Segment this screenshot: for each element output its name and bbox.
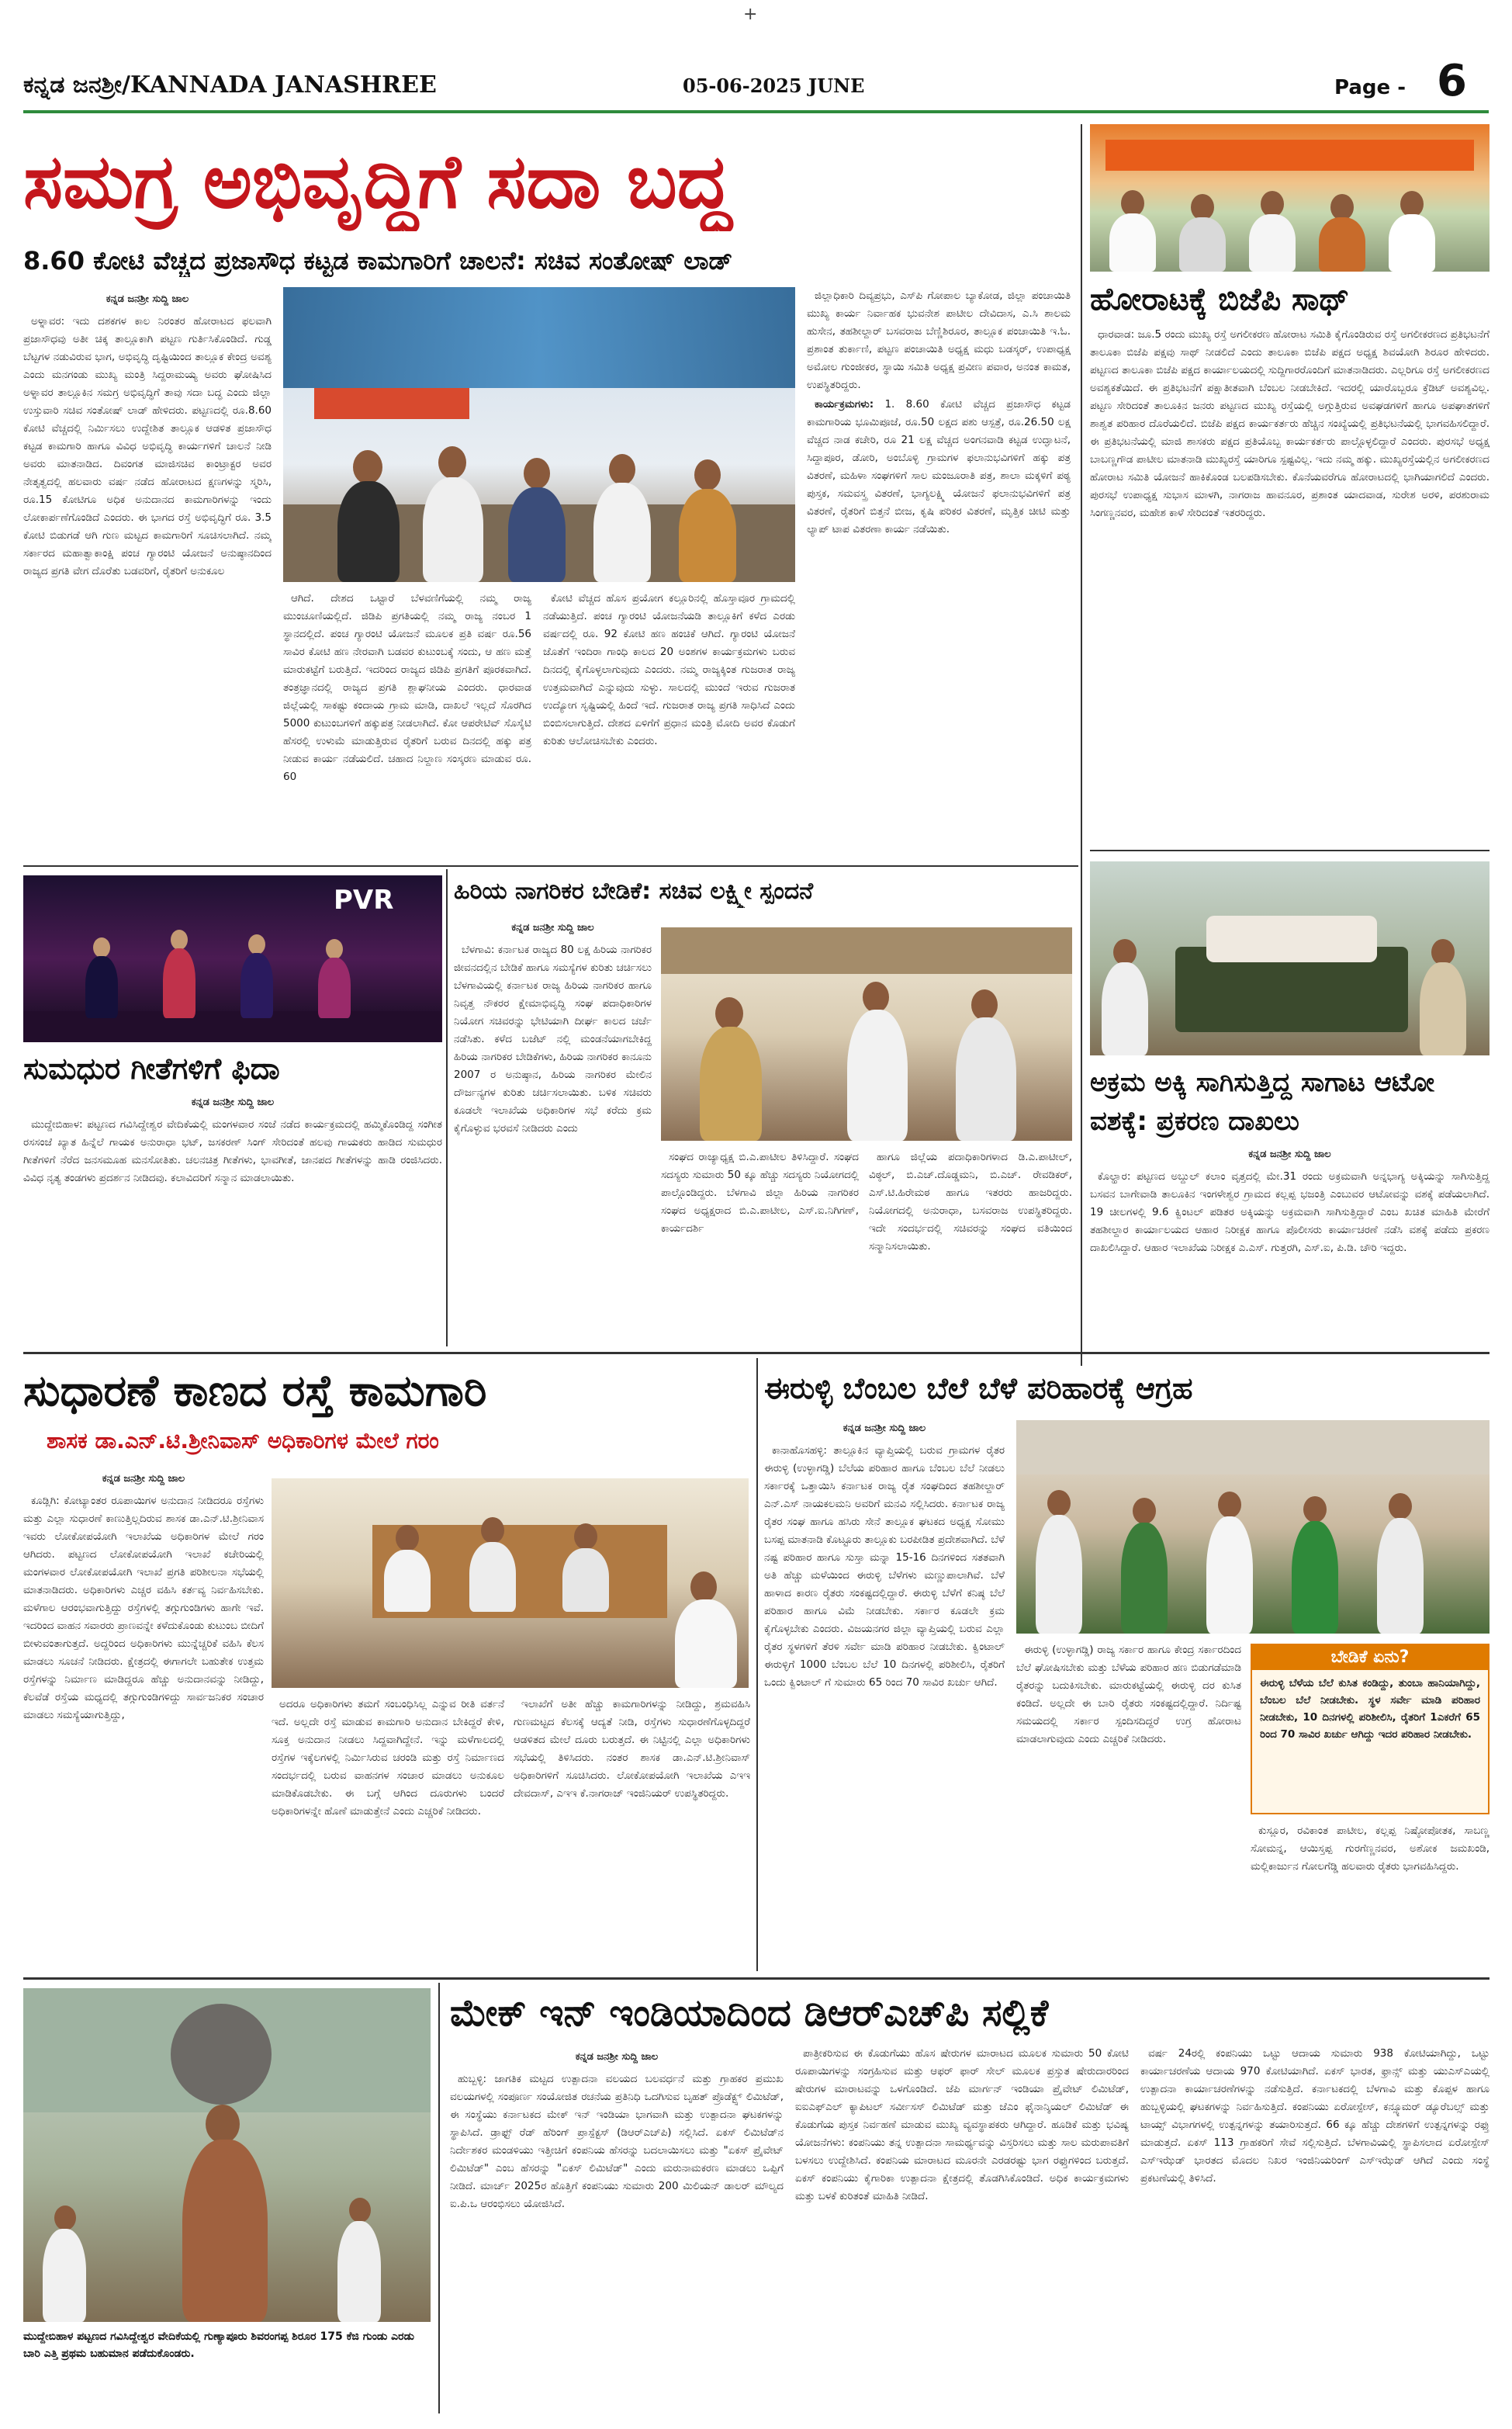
plus-mark: +: [743, 5, 758, 24]
lead-column-4: [807, 287, 1071, 861]
lead-text-1: ಅಳ್ನಾವರ: ಇದು ದಶಕಗಳ ಕಾಲ ನಿರಂತರ ಹೋರಾಟದ ಫಲವಾಗಿ ಪ್ರಜಾಸೌಧವು ಅತೀ ಚಿಕ್ಕ ತಾಲ್ಲೂಕಾಗಿ ಪಟ್ಟಣ ಗುರ್ತಿಸಿಕೊಂಡಿದೆ. ಗುಡ್ಡ ಬೆಟ್ಟಗಳ ನಡುವಿರುವ ಭಾಗ, ಅಭಿವೃದ್ಧಿ ದೃಷ್ಟಿಯಿಂದ ತಾಲ್ಲೂಕ ಕೇಂದ್ರ ಅವಶ್ಯ ಎಂದು ಮನಗಂಡು ಮುಖ್ಯ ಮಂತ್ರಿ ಸಿದ್ದರಾಮಯ್ಯ ಅವರು ಘೋಷಿಸಿದ ಅಳ್ನಾವರ ತಾಲ್ಲೂಕಿನ ಸಮಗ್ರ ಅಭಿವೃದ್ಧಿಗೆ ತಾವು ಸದಾ ಬದ್ಧ ಎಂದು ಜಿಲ್ಲಾ ಉಸ್ತುವಾರಿ ಸಚಿವ ಸಂತೋಷ್ ಲಾಡ್ ಹೇಳಿದರು. ಪಟ್ಟಣದಲ್ಲಿ ರೂ.8.60 ಕೋಟಿ ವೆಚ್ಚದಲ್ಲಿ ನಿರ್ಮಿಸಲು ಉದ್ದೇಶಿತ ತಾಲ್ಲೂಕ ಆಡಳಿತ ಪ್ರಜಾಸೌಧ ಕಟ್ಟಡ ಕಾಮಗಾರಿ ಹಾಗೂ ವಿವಿಧ ಅಭಿವೃದ್ಧಿ ಕಾರ್ಯಗಳಿಗೆ ಚಾಲನೆ ನೀಡಿ ಅವರು ಮಾತನಾಡಿದ. ದಿವಂಗತ ಮಾಜಿಸಚಿವ ಕಾಂಟ್ರಾಕ್ಟರ ಅವರ ನೇತೃತ್ವದಲ್ಲಿ ಹಲವಾರು ವರ್ಷ ನಡೆದ ಹೋರಾಟದ ಕ್ಷಣಗಳನ್ನು ಸ್ಮರಿಸಿ, ರೂ.15 ಕೋಟಿಗೂ ಅಧಿಕ ಅನುದಾನದ ಕಾಮಗಾರಿಗಳನ್ನು ಇಂದು ಲೋಕಾರ್ಪಣೆಗೊಂಡಿದೆ ಎಂದರು. ಈ ಭಾಗದ ರಸ್ತೆ ಅಭಿವೃದ್ಧಿಗೆ ರೂ. 3.5 ಕೋಟಿ ಬಿಡುಗಡೆ ಆಗಿ ಗುಣ ಮಟ್ಟದ ಕಾಮಗಾರಿಗೆ ಸೂಚಿಸಲಾಗಿದೆ. ನಮ್ಮ ಸರ್ಕಾರದ ಮಹಾತ್ವಾಕಾಂಕ್ಷಿ ಪಂಚ ಗ್ಯಾರಂಟಿ ಯೋಜನೆ ಅನುಷ್ಠಾನದಿಂದ ರಾಜ್ಯದ ಪ್ರಗತಿ ವೇಗ ದೊರೆತು ಬಡವರಿಗೆ, ರೈತರಿಗೆ ಅನುಕೂಲ: [23, 315, 272, 577]
lead-column-3: [543, 590, 795, 861]
lead-column-2: [283, 590, 531, 861]
senior-byline: ಕನ್ನಡ ಜನಶ್ರೀ ಸುದ್ದಿ ಜಾಲ: [511, 922, 594, 934]
drdo-column-3: [1140, 2045, 1490, 2413]
lead-photo: [283, 287, 795, 582]
onion-column-1: [764, 1416, 1005, 1971]
road-photo: [272, 1478, 749, 1688]
lead-text-3: ಕೋಟಿ ವೆಚ್ಚದ ಹೊಸ ಪ್ರಯೋಗ ಕಲ್ಲೂರಿನಲ್ಲಿ ಹೊಸ್ತಾವೂರ ಗ್ರಾಮದಲ್ಲಿ ನಡೆಯುತ್ತಿದೆ. ಪಂಚ ಗ್ಯಾರಂಟಿ ಯೋಜನೆಯಡಿ ತಾಲ್ಲೂಕಿಗೆ ಕಳೆದ ಎರಡು ವರ್ಷದಲ್ಲಿ ರೂ. 92 ಕೋಟಿ ಹಣ ಹಂಚಿಕೆ ಆಗಿದೆ. ಗ್ಯಾರಂಟಿ ಯೋಜನೆ ಜೊತೆಗೆ ಇಂದಿರಾ ಗಾಂಧಿ ಕಾಲದ 20 ಅಂಶಗಳ ಕಾರ್ಯಕ್ರಮಗಳು ಬರುವ ದಿನದಲ್ಲಿ ಕೈಗೊಳ್ಳಲಾಗುವುದು ಎಂದರು. ನಮ್ಮ ರಾಜ್ಯಕ್ಕಿಂತ ಗುಜರಾತ ರಾಜ್ಯ ಉತ್ತಮವಾಗಿದೆ ಎನ್ನುವುದು ಸುಳ್ಳು. ಸಾಲದಲ್ಲಿ ಮುಂದೆ ಇರುವ ಗುಜರಾತ ಉದ್ಯೋಗ ಸೃಷ್ಟಿಯಲ್ಲಿ ಹಿಂದೆ ಇದೆ. ಗುಜರಾತ ರಾಜ್ಯ ಪ್ರಗತಿ ಸಾಧಿಸಿದೆ ಎಂದು ಬಿಂಬಿಸಲಾಗುತ್ತಿದೆ. ದೇಶದ ಏಳಿಗೆಗೆ ಪ್ರಧಾನ ಮಂತ್ರಿ ಮೋದಿ ಅವರ ಕೊಡುಗೆ ಕುರಿತು ಆಲೋಚಿಸಬೇಕು ಎಂದರು.: [543, 592, 795, 747]
bjp-headline: ಹೋರಾಟಕ್ಕೆ ಬಿಜೆಪಿ ಸಾಥ್: [1090, 282, 1350, 317]
masthead: [0, 0, 1512, 116]
lead-column-1: [23, 287, 272, 861]
drdo-byline: ಕನ್ನಡ ಜನಶ್ರೀ ಸುದ್ದಿ ಜಾಲ: [575, 2051, 659, 2063]
drdo-headline: ಮೇಕ್ ಇನ್ ಇಂಡಿಯಾದಿಂದ ಡಿಆರ್‌ಎಚ್‌ಪಿ ಸಲ್ಲಿಕೆ: [450, 1991, 1049, 2035]
onion-byline: ಕನ್ನಡ ಜನಶ್ರೀ ಸುದ್ದಿ ಜಾಲ: [842, 1422, 926, 1434]
bjp-text: ಧಾರವಾಡ: ಜೂ.5 ರಂದು ಮುಖ್ಯ ರಸ್ತೆ ಅಗಲೀಕರಣ ಹೋರಾಟ ಸಮಿತಿ ಕೈಗೊಂಡಿರುವ ರಸ್ತೆ ಅಗಲೀಕರಣದ ಪ್ರತಿಭಟನೆಗೆ ತಾಲೂಕಾ ಬಿಜೆಪಿ ಪಕ್ಷವು ಸಾಥ್ ನೀಡಲಿದೆ ಎಂದು ತಾಲೂಕಾ ಬಿಜೆಪಿ ಪಕ್ಷದ ಅಧ್ಯಕ್ಷ ಶಿವಯೋಗಿ ಶಿರೂರ ಹೇಳಿದರು. ಪಟ್ಟಣದ ತಾಲೂಕಾ ಬಿಜೆಪಿ ಪಕ್ಷದ ಕಾರ್ಯಾಲಯದಲ್ಲಿ ಸುದ್ದಿಗಾರರೊಂದಿಗೆ ಮಾತನಾಡಿದರು. ಎಲ್ಲರಿಗೂ ರಸ್ತೆ ಅಗಲೀಕರಣದ ಅವಶ್ಯಕತೆಯಿದೆ. ಈ ಪ್ರತಿಭಟನೆಗೆ ಪಕ್ಷಾತೀತವಾಗಿ ಬೆಂಬಲ ನೀಡಬೇಕಿದೆ. ಇದರಲ್ಲಿ ಯಾರೊಬ್ಬರೂ ಕ್ರೆಡಿಟ್ ಅವಶ್ಯವಿಲ್ಲ. ಪಟ್ಟಣ ಸೇರಿದಂತೆ ತಾಲೂಕಿನ ಜನರು ಪಟ್ಟಣದ ಮುಖ್ಯ ರಸ್ತೆಯಲ್ಲಿ ಅಗ್ಗುತ್ತಿರುವ ಅವಘಡಗಳಿಗೆ ಹಾಗೂ ಅಪಘಾತಗಳಿಗೆ ಶಾಶ್ವತ ಪರಿಹಾರ ದೊರೆಯಲಿದೆ. ಬಿಜೆಪಿ ಪಕ್ಷದ ಕಾರ್ಯಕರ್ತರು ಹೆಚ್ಚಿನ ಸಂಖ್ಯೆಯಲ್ಲಿ ಪ್ರತಿಭಟನೆಯಲ್ಲಿ ಭಾಗವಹಿಸಲಿದ್ದಾರೆ. ಈ ಪ್ರತಿಭಟನೆಯಲ್ಲಿ ಮಾಜಿ ಶಾಸಕರು ಪಕ್ಷದ ಪ್ರತಿಯೊಬ್ಬ ಕಾರ್ಯಕರ್ತರು ಪಾಲ್ಗೊಳ್ಳಲಿದ್ದಾರೆ ಎಂದರು. ಪುರಸಭೆ ಅಧ್ಯಕ್ಷ ಬಾಬಣ್ಣಗೌಡ ಪಾಟೀಲ ಮಾತನಾಡಿ ಮುಖ್ಯರಸ್ತೆ ಯಾರಿಗೂ ಸ್ಪಷ್ಟವಿಲ್ಲ. ಇದು ನಮ್ಮ ಹಕ್ಕು. ಮುಖ್ಯರಸ್ತೆಯಲ್ಲಿನ ಅಗಲೀಕರಣದ ಹೋರಾಟ ಸಮಿತಿ ಯೋಜನೆ ಹಾಕಿಕೊಂಡ ಬಲಪಡಿಸಬೇಕು. ಕೊನೆಯವರೆಗೂ ಹೋರಾಟದಲ್ಲಿ ಭಾಗಿಯಾಗಲಿದೆ ಎಂದರು. ಪುರಸಭೆ ಉಪಾಧ್ಯಕ್ಷ ಸುಭಾಸ ಮಾಳಗಿ, ನಾಗರಾಜ ಹಾವನೂರ, ಪ್ರಶಾಂತ ಯಾದವಾಡ, ಸುರೇಶ ಅರಳಿ, ಪರಶುರಾಮ ಸಿಂಗಣ್ಣನವರ, ಮಹೇಶ ಕಾಳೆ ಸೇರಿದಂತೆ ಇತರರಿದ್ದರು.: [1090, 328, 1490, 519]
page-label: Page -: [1334, 76, 1406, 99]
onion-column-2: [1016, 1641, 1241, 1971]
concert-text: ಮುದ್ದೇಬಿಹಾಳ: ಪಟ್ಟಣದ ಗವಿಸಿದ್ದೇಶ್ವರ ವೇದಿಕೆಯಲ್ಲಿ ಮಂಗಳವಾರ ಸಂಜೆ ನಡೆದ ಕಾರ್ಯಕ್ರಮದಲ್ಲಿ ಹಮ್ಮಿಕೊಂಡಿದ್ದ ಸಂಗೀತ ರಸಸಂಜೆ ಖ್ಯಾತ ಹಿನ್ನೆಲೆ ಗಾಯಕ ಅನುರಾಧಾ ಭಟ್, ಜಸಕರಣ್ ಸಿಂಗ್ ಸೇರಿದಂತೆ ಹಲವು ಗಾಯಕರು ಹಾಡಿದ ಸುಮಧುರ ಗೀತೆಗಳಿಗೆ ನೆರೆದ ಜನಸಮೂಹ ಮನಸೋತಿತು. ಚಲನಚಿತ್ರ ಗೀತೆಗಳು, ಭಾವಗೀತೆ, ಜಾನಪದ ಗೀತೆಗಳನ್ನು ಹಾಡಿ ರಂಜಿಸಿದರು. ವಿವಿಧ ನೃತ್ಯ ತಂಡಗಳು ಪ್ರದರ್ಶನ ನೀಡಿದವು. ಕಲಾವಿದರಿಗೆ ಸನ್ಮಾನ ಮಾಡಲಾಯಿತು.: [23, 1118, 442, 1184]
road-column-3: [514, 1696, 750, 1971]
bjp-body: [1090, 326, 1490, 846]
lead-text-2: ಆಗಿದೆ. ದೇಶದ ಒಟ್ಟಾರೆ ಬೆಳವಣಿಗೆಯಲ್ಲಿ ನಮ್ಮ ರಾಜ್ಯ ಮುಂಚೂಣಿಯಲ್ಲಿದೆ. ಜಿಡಿಪಿ ಪ್ರಗತಿಯಲ್ಲಿ ನಮ್ಮ ರಾಜ್ಯ ನಂಬರ 1 ಸ್ಥಾನದಲ್ಲಿದೆ. ಪಂಚ ಗ್ಯಾರಂಟಿ ಯೋಜನೆ ಮೂಲಕ ಪ್ರತಿ ವರ್ಷ ರೂ.56 ಸಾವಿರ ಕೋಟಿ ಹಣ ನೇರವಾಗಿ ಬಡವರ ಕುಟುಂಬಕ್ಕೆ ಸಂದು, ಆ ಹಣ ಮತ್ತೆ ಮಾರುಕಟ್ಟೆಗೆ ಬರುತ್ತಿದೆ. ಇದರಿಂದ ರಾಜ್ಯದ ಜಿಡಿಪಿ ಪ್ರಗತಿಗೆ ಪೂರಕವಾಗಿದೆ. ತಂತ್ರಜ್ಞಾನದಲ್ಲಿ ರಾಜ್ಯದ ಪ್ರಗತಿ ಶ್ಲಾಘನೀಯ ಎಂದರು. ಧಾರವಾಡ ಜಿಲ್ಲೆಯಲ್ಲಿ ಸಾಕಷ್ಟು ಕಂದಾಯ ಗ್ರಾಮ ಮಾಡಿ, ದಾಖಲೆ ಇಲ್ಲದೆ ಸೊರಗಿದ 5000 ಕುಟುಂಬಗಳಿಗೆ ಹಕ್ಕುಪತ್ರ ನೀಡಲಾಗಿದೆ. ಕೋ ಆಪರೇಟಿವ್ ಸೊಸೈಟಿ ಹೆಸರಲ್ಲಿ ಉಳುಮೆ ಮಾಡುತ್ತಿರುವ ರೈತರಿಗೆ ಬರುವ ದಿನದಲ್ಲಿ ಹಕ್ಕು ಪತ್ರ ನೀಡುವ ಕಾರ್ಯ ನಡೆಯಲಿದೆ. ಚಹಾದ ನಿಲ್ದಾಣ ಸಂಸ್ಕರಣ ಮಾಡುವ ರೂ. 60: [283, 592, 531, 783]
senior-column-1: [454, 916, 652, 1346]
road-text-3: ಇಲಾಖೆಗೆ ಅತೀ ಹೆಚ್ಚು ಕಾಮಗಾರಿಗಳನ್ನು ನೀಡಿದ್ದು, ಶ್ರಮವಹಿಸಿ ಗುಣಮಟ್ಟದ ಕೆಲಸಕ್ಕೆ ಆದ್ಯತೆ ನೀಡಿ, ರಸ್ತೆಗಳು ಸುಧಾರಣೆಗೊಳ್ಳದಿದ್ದರೆ ಆಡಳಿತದ ಮೇಲೆ ದೂರು ಬರುತ್ತದೆ. ಈ ನಿಟ್ಟಿನಲ್ಲಿ ಎಲ್ಲಾ ಅಧಿಕಾರಿಗಳು ಸಭೆಯಲ್ಲಿ ತಿಳಿಸಿದರು. ನಂತರ ಶಾಸಕ ಡಾ.ಎನ್.ಟಿ.ಶ್ರೀನಿವಾಸ್ ಅಧಿಕಾರಿಗಳಿಗೆ ಸೂಚಿಸಿದರು. ಲೋಕೋಪಯೋಗಿ ಇಲಾಖೆಯ ಎಇಇ ದೇವದಾಸ್, ಎಇಇ ಕೆ.ನಾಗರಾಜ್ ಇಂಜಿನಿಯರ್ ಉಪಸ್ಥಿತರಿದ್ದರು.: [514, 1698, 750, 1800]
road-text-2: ಅದರೂ ಅಧಿಕಾರಿಗಳು ತಮಗೆ ಸಂಬಂಧಿಸಿಲ್ಲ ಎನ್ನುವ ರೀತಿ ವರ್ತನೆ ಇದೆ. ಅಲ್ಲದೇ ರಸ್ತೆ ಮಾಡುವ ಕಾಮಗಾರಿ ಅನುದಾನ ಬೇಕಿದ್ದರೆ ಕೇಳಿ, ಸೂಕ್ತ ಅನುದಾನ ನೀಡಲು ಸಿದ್ದವಾಗಿದ್ದೇನೆ. ಇನ್ನು ಮಳೆಗಾಲದಲ್ಲಿ ರಸ್ತೆಗಳ ಇಕ್ಕೆಲಗಳಲ್ಲಿ ನಿರ್ಮಿಸಿರುವ ಚರಂಡಿ ಮತ್ತು ರಸ್ತೆ ನಿರ್ಮಾಣದ ಸಂದರ್ಭದಲ್ಲಿ ಬರುವ ವಾಹನಗಳ ಸಂಚಾರ ಮಾಡಲು ಅನುಕೂಲ ಮಾಡಿಕೊಡಬೇಕು. ಈ ಬಗ್ಗೆ ಆಗಿಂದ ದೂರುಗಳು ಬಂದರೆ ಅಧಿಕಾರಿಗಳನ್ನೇ ಹೊಣೆ ಮಾಡುತ್ತೇನೆ ಎಂದು ಎಚ್ಚರಿಕೆ ನೀಡಿದರು.: [272, 1698, 504, 1817]
lead-program-label: ಕಾರ್ಯಕ್ರಮಗಳು:: [815, 398, 874, 411]
onion-photo: [1016, 1420, 1490, 1634]
onion-column-3: [1251, 1822, 1490, 1971]
road-headline: ಸುಧಾರಣೆ ಕಾಣದ ರಸ್ತೆ ಕಾಮಗಾರಿ: [23, 1366, 487, 1416]
concert-photo-sign: PVR: [334, 885, 394, 916]
stone-photo: [23, 1988, 431, 2322]
drdo-text-2: ಪಾತ್ರೀಕರಿಸುವ ಈ ಕೊಡುಗೆಯು ಹೊಸ ಷೇರುಗಳ ಮಾರಾಟದ ಮೂಲಕ ಸುಮಾರು 50 ಕೋಟಿ ರೂಪಾಯಿಗಳನ್ನು ಸಂಗ್ರಹಿಸುವ ಮತ್ತು ಆಫರ್ ಫಾರ್ ಸೇಲ್ ಮೂಲಕ ಪ್ರಸ್ತುತ ಷೇರುದಾರರಿಂದ ಷೇರುಗಳ ಮಾರಾಟವನ್ನು ಒಳಗೊಂಡಿದೆ. ಜೆಪಿ ಮಾರ್ಗನ್ ಇಂಡಿಯಾ ಪ್ರೈವೇಟ್ ಲಿಮಿಟೆಡ್, ಐಐಎಫ್‌ಎಲ್ ಕ್ಯಾಪಿಟಲ್ ಸರ್ವೀಸಸ್ ಲಿಮಿಟೆಡ್ ಮತ್ತು ಜೆಎಂ ಫೈನಾನ್ಶಿಯಲ್ ಲಿಮಿಟೆಡ್ ಈ ಕೊಡುಗೆಯ ಪುಸ್ತಕ ನಿರ್ವಹಣೆ ಮಾಡುವ ಮುಖ್ಯ ವ್ಯವಸ್ಥಾಪಕರು ಆಗಿದ್ದಾರೆ. ಹೂಡಿಕೆ ಮತ್ತು ಭವಿಷ್ಯ ಯೋಜನೆಗಳು: ಕಂಪನಿಯು ತನ್ನ ಉತ್ಪಾದನಾ ಸಾಮರ್ಥ್ಯವನ್ನು ವಿಸ್ತರಿಸಲು ಮತ್ತು ಸಾಲ ಮರುಪಾವತಿಗೆ ಬಳಸಲು ಉದ್ದೇಶಿಸಿದೆ. ಕಂಪನಿಯ ಮಾರಾಟದ ಮೂರನೇ ಎರಡರಷ್ಟು ಭಾಗ ರಫ್ತುಗಳಿಂದ ಬರುತ್ತದೆ. ಏಕಸ್ ಕಂಪನಿಯು ಕೈಗಾರಿಕಾ ಉತ್ಪಾದನಾ ಕ್ಷೇತ್ರದಲ್ಲಿ ತೊಡಗಿಸಿಕೊಂಡಿದೆ. ಅಧಿಕ ಕಾರ್ಯಕ್ರಮಗಳು ಮತ್ತು ಬಳಕೆ ಕುರಿತಂತೆ ಮಾಹಿತಿ ನೀಡಿದೆ.: [795, 2047, 1129, 2202]
onion-demand-text: ಈರುಳ್ಳಿ ಬೆಳೆಯ ಬೆಲೆ ಕುಸಿತ ಕಂಡಿದ್ದು, ತುಂಬಾ ಹಾನಿಯಾಗಿದ್ದು, ಬೆಂಬಲ ಬೆಲೆ ನೀಡಬೇಕು. ಸ್ಥಳ ಸರ್ವೇ ಮಾಡಿ ಪರಿಹಾರ ನೀಡಬೇಕು, 10 ದಿನಗಳಲ್ಲಿ ಪರಿಶೀಲಿಸಿ, ರೈತರಿಗೆ 1ಎಕರೆಗೆ 65 ರಿಂದ 70 ಸಾವಿರ ಖರ್ಚು ಆಗಿದ್ದು ಇದರ ಪರಿಹಾರ ನೀಡಬೇಕು.: [1260, 1677, 1480, 1741]
senior-photo: [661, 927, 1072, 1141]
onion-demand-title: ಬೇಡಿಕೆ ಏನು?: [1252, 1645, 1488, 1670]
rice-photo: [1090, 861, 1490, 1055]
section-rule-bjp: [1090, 850, 1490, 851]
senior-column-3: [869, 1149, 1072, 1346]
masthead-date: 05-06-2025 JUNE: [683, 74, 865, 97]
concert-byline: ಕನ್ನಡ ಜನಶ್ರೀ ಸುದ್ದಿ ಜಾಲ: [191, 1097, 275, 1108]
onion-text-2: ಈರುಳ್ಳಿ (ಉಳ್ಳಾಗಡ್ಡಿ) ರಾಜ್ಯ ಸರ್ಕಾರ ಹಾಗೂ ಕೇಂದ್ರ ಸರ್ಕಾರದಿಂದ ಬೆಲೆ ಘೋಷಿಸಬೇಕು ಮತ್ತು ಬೆಳೆಯ ಪರಿಹಾರ ಹಣ ಬಿಡುಗಡೆಮಾಡಿ ರೈತರನ್ನು ಬದುಕಿಸಬೇಕು. ಮಾರುಕಟ್ಟೆಯಲ್ಲಿ ಈರುಳ್ಳಿ ದರ ಕುಸಿತ ಕಂಡಿದೆ. ಅಲ್ಲದೇ ಈ ಬಾರಿ ರೈತರು ಸಂಕಷ್ಟದಲ್ಲಿದ್ದಾರೆ. ನಿರ್ದಿಷ್ಟ ಸಮಯದಲ್ಲಿ ಸರ್ಕಾರ ಸ್ಪಂದಿಸದಿದ್ದರೆ ಉಗ್ರ ಹೋರಾಟ ಮಾಡಲಾಗುವುದು ಎಂದು ಎಚ್ಚರಿಕೆ ನೀಡಿದರು.: [1016, 1644, 1241, 1745]
road-column-2: [272, 1696, 504, 1971]
column-divider-stone: [438, 1983, 440, 2413]
onion-headline: ಈರುಳ್ಳಿ ಬೆಂಬಲ ಬೆಲೆ ಬೆಳೆ ಪರಿಹಾರಕ್ಕೆ ಆಗ್ರಹ: [764, 1371, 1193, 1405]
lead-text-4: ಜಿಲ್ಲಾಧಿಕಾರಿ ದಿವ್ಯಪ್ರಭು, ಎಸ್‌ಪಿ ಗೋಪಾಲ ಬ್ಯಾಕೋಡ, ಜಿಲ್ಲಾ ಪಂಚಾಯಿತಿ ಮುಖ್ಯ ಕಾರ್ಯ ನಿರ್ವಾಹಕ ಭುವನೇಶ ಪಾಟೀಲ ದೇವಿದಾಸ, ಎ.ಸಿ ಶಾಲಮ ಹುಸೇನ, ತಹಶೀಲ್ದಾರ್ ಬಸವರಾಜ ಬೆಣ್ಣಿಶಿರೂರ, ತಾಲ್ಲೂಕ ಪಂಚಾಯಿತಿ ಇ.ಓ. ಪ್ರಶಾಂತ ತುರ್ಕಾಣಿ, ಪಟ್ಟಣ ಪಂಚಾಯಿತಿ ಅಧ್ಯಕ್ಷ ಮಧು ಬಡಸ್ಕರ್, ಉಪಾಧ್ಯಕ್ಷ ಅಮೋಲ ಗುಂಜೀಕರ, ಸ್ಥಾಯಿ ಸಮಿತಿ ಅಧ್ಯಕ್ಷ ಪ್ರವೀಣ ಪವಾರ, ಅನಂತ ಕಾಮತ, ಉಪಸ್ಥಿತರಿದ್ದರು.: [807, 289, 1071, 391]
masthead-separator: /: [122, 71, 130, 99]
masthead-name-kannada: ಕನ್ನಡ ಜನಶ್ರೀ: [23, 71, 123, 99]
drdo-text-3: ವರ್ಷ 24ರಲ್ಲಿ ಕಂಪನಿಯು ಒಟ್ಟು ಆದಾಯ ಸುಮಾರು 938 ಕೋಟಿಯಾಗಿದ್ದು, ಒಟ್ಟು ಕಾರ್ಯಾಚರಣೆಯ ಆದಾಯ 970 ಕೋಟಿಯಾಗಿದೆ. ಏಕಸ್ ಭಾರತ, ಫ್ರಾನ್ಸ್ ಮತ್ತು ಯುಎಸ್‌ಎಯಲ್ಲಿ ಉತ್ಪಾದನಾ ಕಾರ್ಯಾಚರಣೆಗಳನ್ನು ನಡೆಸುತ್ತಿದೆ. ಕರ್ನಾಟಕದಲ್ಲಿ ಬೆಳಗಾವಿ ಮತ್ತು ಕೊಪ್ಪಳ ಹಾಗೂ ಹುಬ್ಬಳ್ಳಿಯಲ್ಲಿ ಘಟಕಗಳನ್ನು ನಿರ್ವಹಿಸುತ್ತಿದೆ. ಕಂಪನಿಯು ಏರೋಸ್ಪೇಸ್, ಕನ್ಸ್ಯೂಮರ್ ಡ್ಯೂರೆಬಲ್ಸ್ ಮತ್ತು ಟಾಯ್ಸ್ ವಿಭಾಗಗಳಲ್ಲಿ ಉತ್ಪನ್ನಗಳನ್ನು ತಯಾರಿಸುತ್ತದೆ. 66 ಕ್ಕೂ ಹೆಚ್ಚು ದೇಶಗಳಿಗೆ ಉತ್ಪನ್ನಗಳನ್ನು ರಫ್ತು ಮಾಡುತ್ತದೆ. ಏಕಸ್ 113 ಗ್ರಾಹಕರಿಗೆ ಸೇವೆ ಸಲ್ಲಿಸುತ್ತಿದೆ. ಬೆಳಗಾವಿಯಲ್ಲಿ ಸ್ಥಾಪಿಸಲಾದ ಏರೋಸ್ಪೇಸ್ ಎಸ್‌ಇಝೆಡ್ ಭಾರತದ ಮೊದಲ ನಿಖರ ಇಂಜಿನಿಯರಿಂಗ್ ಎಸ್‌ಇಝೆಡ್ ಆಗಿದೆ ಎಂದು ಸಂಸ್ಥೆ ಪ್ರಕಟಣೆಯಲ್ಲಿ ತಿಳಿಸಿದೆ.: [1140, 2047, 1490, 2185]
senior-text-2: ಸಂಘದ ರಾಜ್ಯಾಧ್ಯಕ್ಷ ಬಿ.ಎ.ಪಾಟೀಲ ತಿಳಿಸಿದ್ದಾರೆ. ಸಂಘದ ಸದಸ್ಯರು ಸುಮಾರು 50 ಕ್ಕೂ ಹೆಚ್ಚು ಸದಸ್ಯರು ನಿಯೋಗದಲ್ಲಿ ಪಾಲ್ಗೊಂಡಿದ್ದರು. ಬೆಳಗಾವಿ ಜಿಲ್ಲಾ ಹಿರಿಯ ನಾಗರಿಕರ ಸಂಘದ ಅಧ್ಯಕ್ಷರಾದ ಬಿ.ಎ.ಪಾಟೀಲ, ಎಸ್.ಐ.ನಿಗಿಗಣ್, ಕಾರ್ಯದರ್ಶಿ: [661, 1151, 859, 1235]
road-text-1: ಕೂಡ್ಲಿಗಿ: ಕೋಟ್ಯಾಂತರ ರೂಪಾಯಿಗಳ ಅನುದಾನ ನೀಡಿದರೂ ರಸ್ತೆಗಳು ಮತ್ತು ಎಲ್ಲಾ ಸುಧಾರಣೆ ಕಾಣುತ್ತಿಲ್ಲದಿರುವ ಶಾಸಕ ಡಾ.ಎನ್.ಟಿ.ಶ್ರೀನಿವಾಸ ಇವರು ಲೋಕೋಪಯೋಗಿ ಇಲಾಖೆಯ ಅಧಿಕಾರಿಗಳ ಮೇಲೆ ಗರಂ ಆಗಿದರು. ಪಟ್ಟಣದ ಲೋಕೋಪಯೋಗಿ ಇಲಾಖೆ ಕಚೇರಿಯಲ್ಲಿ ಮಂಗಳವಾರ ಲೋಕೋಪಯೋಗಿ ಇಲಾಖೆ ಪ್ರಗತಿ ಪರಿಶೀಲನಾ ಸಭೆಯಲ್ಲಿ ಮಾತನಾಡಿದರು. ಅಧಿಕಾರಿಗಳು ಎಚ್ಚರ ವಹಿಸಿ ಕರ್ತವ್ಯ ನಿರ್ವಹಿಸಬೇಕು. ಮಳೆಗಾಲ ಆರಂಭವಾಗುತ್ತಿದ್ದು ರಸ್ತೆಗಳಲ್ಲಿ ತಗ್ಗುಗುಂಡಿಗಳು ಹಾಗೇ ಇವೆ. ಇದರಿಂದ ವಾಹನ ಸವಾರರು ಪ್ರಾಣವನ್ನೇ ಕಳೆದುಕೊಂಡು ಕುಟುಂಬ ಬೀದಿಗೆ ಬೀಳುವಂತಾಗುತ್ತದೆ. ಅದ್ದರಿಂದ ಅಧಿಕಾರಿಗಳು ಮುನ್ನೆಚ್ಚರಿಕೆ ವಹಿಸಿ ಕೆಲಸ ಮಾಡಲು ಸೂಚನೆ ನೀಡಿದರು. ಕ್ಷೇತ್ರದಲ್ಲಿ ಈಗಾಗಲೇ ಬಹುತೇಕ ಉತ್ತಮ ರಸ್ತೆಗಳನ್ನು ನಿರ್ಮಾಣ ಮಾಡಿದ್ದರೂ ಹೆಚ್ಚು ಅನುದಾನವನ್ನು ನೀಡಿದ್ದು, ಕೆಲವೆಡೆ ರಸ್ತೆಯ ಮಧ್ಯದಲ್ಲಿ ತಗ್ಗುಗುಂಡಿಗಳಿದ್ದು ಸಾರ್ವಜನಿಕರ ಸಂಚಾರ ಮಾಡಲು ಸಮಸ್ಯೆಯಾಗುತ್ತಿದ್ದು,: [23, 1495, 264, 1721]
road-subhead: ಶಾಸಕ ಡಾ.ಎನ್.ಟಿ.ಶ್ರೀನಿವಾಸ್ ಅಧಿಕಾರಿಗಳ ಮೇಲೆ ಗರಂ: [47, 1428, 439, 1454]
concert-photo: [23, 875, 442, 1042]
masthead-name-english: KANNADA JANASHREE: [130, 71, 437, 99]
column-divider-concert: [446, 869, 448, 1346]
column-divider-road: [756, 1358, 758, 1971]
lead-subhead: 8.60 ಕೋಟಿ ವೆಚ್ಚದ ಪ್ರಜಾಸೌಧ ಕಟ್ಟಡ ಕಾಮಗಾರಿಗೆ ಚಾಲನೆ: ಸಚಿವ ಸಂತೋಷ್ ಲಾಡ್: [23, 246, 733, 275]
senior-column-2: [661, 1149, 859, 1346]
onion-demand-box: [1251, 1644, 1490, 1814]
senior-text-1: ಬೆಳಗಾವಿ: ಕರ್ನಾಟಕ ರಾಜ್ಯದ 80 ಲಕ್ಷ ಹಿರಿಯ ನಾಗರಿಕರ ಜೀವನದಲ್ಲಿನ ಬೇಡಿಕೆ ಹಾಗೂ ಸಮಸ್ಯೆಗಳ ಕುರಿತು ಚರ್ಚಿಸಲು ಬೆಳಗಾವಿಯಲ್ಲಿ ಕರ್ನಾಟಕ ರಾಜ್ಯ ಹಿರಿಯ ನಾಗರಿಕರ ಹಾಗೂ ನಿವೃತ್ತ ನೌಕರರ ಕ್ಷೇಮಾಭಿವೃದ್ಧಿ ಸಂಘ ಪದಾಧಿಕಾರಿಗಳ ನಿಯೋಗ ಸಚಿವರನ್ನು ಭೇಟಿಯಾಗಿ ದೀರ್ಘ ಕಾಲದ ಚರ್ಚೆ ನಡೆಸಿತು. ಕಳೆದ ಬಜೆಟ್ ನಲ್ಲಿ ಮಂಡನೆಯಾಗಬೇಕಿದ್ದ ಹಿರಿಯ ನಾಗರಿಕರ ಬೇಡಿಕೆಗಳು, ಹಿರಿಯ ನಾಗರಿಕರ ಕಾನೂನು 2007 ರ ಅನುಷ್ಠಾನ, ಹಿರಿಯ ನಾಗರಿಕರ ಮೇಲಿನ ದೌರ್ಜನ್ಯಗಳ ಕುರಿತು ಚರ್ಚಿಸಲಾಯಿತು. ಬಳಿಕ ಸಚಿವರು ಕೂಡಲೇ ಇಲಾಖೆಯ ಅಧಿಕಾರಿಗಳ ಸಭೆ ಕರೆದು ಕ್ರಮ ಕೈಗೊಳ್ಳುವ ಭರವಸೆ ನೀಡಿದರು ಎಂದು: [454, 944, 652, 1135]
lead-program-text: 1. 8.60 ಕೋಟಿ ವೆಚ್ಚದ ಪ್ರಜಾಸೌಧ ಕಟ್ಟಡ ಕಾಮಗಾರಿಯ ಭೂಮಿಪೂಜೆ, ರೂ.50 ಲಕ್ಷದ ಪಶು ಆಸ್ಪತ್ರೆ, ರೂ.26.50 ಲಕ್ಷ ವೆಚ್ಚದ ನಾಡ ಕಚೇರಿ, ರೂ 21 ಲಕ್ಷ ವೆಚ್ಚದ ಅಂಗನವಾಡಿ ಕಟ್ಟಡ ಉದ್ಘಾಟನೆ, ಸಿದ್ದಾಪೂರ, ಡೋರಿ, ಅಂಬೊಳ್ಳಿ ಗ್ರಾಮಗಳ ಫಲಾನುಭವಿಗಳಿಗೆ ಹಕ್ಕು ಪತ್ರ ವಿತರಣೆ, ಮಹಿಳಾ ಸಂಘಗಳಿಗೆ ಸಾಲ ಮಂಜೂರಾತಿ ಪತ್ರ, ಶಾಲಾ ಮಕ್ಕಳಿಗೆ ಪಠ್ಯ ಪುಸ್ತಕ, ಸಮವಸ್ತ್ರ ವಿತರಣೆ, ಭಾಗ್ಯಲಕ್ಷ್ಮಿ ಯೋಜನೆ ಫಲಾನುಭವಿಗಳಿಗೆ ಪತ್ರ ವಿತರಣೆ, ರೈತರಿಗೆ ಬಿತ್ತನೆ ಬೀಜ, ಕೃಷಿ ಪರಿಕರ ವಿತರಣೆ, ಮೃತ್ತಿಕ ಚೀಟಿ ಮತ್ತು ಲ್ಯಾಪ್ ಟಾಪ ವಿತರಣಾ ಕಾರ್ಯ ನಡೆಯಿತು.: [807, 398, 1071, 535]
drdo-column-2: [795, 2045, 1129, 2413]
lead-program-block: [807, 396, 1071, 539]
section-rule-1: [23, 865, 1078, 867]
section-rule-3: [23, 1977, 1490, 1980]
concert-headline: ಸುಮಧುರ ಗೀತೆಗಳಿಗೆ ಫಿದಾ: [23, 1052, 280, 1086]
onion-text-3: ಕುಸ್ಲೂರ, ರವಿಕಾಂತ ಪಾಟೀಲ, ಕಲ್ಲಪ್ಪ ನಿಷ್ಠೋಪೋತಕ, ಸಾಬಣ್ಣ ಸೋಮನ್ನ, ಆಯಿಸ್ತಪ್ಪ ಗುರಗೆಣ್ಣನವರ, ಅಶೋಕ ಜಮಖಂಡಿ, ಮಲ್ಲಿಕಾರ್ಜುನ ಗೋಲಗೆಡ್ಡಿ ಹಲವಾರು ರೈತರು ಭಾಗವಹಿಸಿದ್ದರು.: [1251, 1824, 1490, 1873]
rice-body: [1090, 1142, 1490, 1348]
rice-byline: ಕನ್ನಡ ಜನಶ್ರೀ ಸುದ್ದಿ ಜಾಲ: [1248, 1149, 1331, 1160]
lead-headline: ಸಮಗ್ರ ಅಭಿವೃದ್ಧಿಗೆ ಸದಾ ಬದ್ಧ: [23, 138, 732, 225]
rice-headline: ಅಕ್ರಮ ಅಕ್ಕಿ ಸಾಗಿಸುತ್ತಿದ್ದ ಸಾಗಾಟ ಆಟೋ ವಶಕ್ಕೆ: ಪ್ರಕರಣ ದಾಖಲು: [1090, 1067, 1435, 1137]
bjp-photo: [1090, 124, 1490, 272]
road-byline: ಕನ್ನಡ ಜನಶ್ರೀ ಸುದ್ದಿ ಜಾಲ: [102, 1473, 185, 1485]
masthead-title: [23, 71, 437, 99]
senior-headline: ಹಿರಿಯ ನಾಗರಿಕರ ಬೇಡಿಕೆ: ಸಚಿವ ಲಕ್ಷ್ಮೀ ಸ್ಪಂದನೆ: [454, 878, 814, 905]
page-number: 6: [1437, 56, 1467, 106]
stone-caption: ಮುದ್ದೇಬಿಹಾಳ ಪಟ್ಟಣದ ಗವಿಸಿದ್ದೇಶ್ವರ ವೇದಿಕೆಯಲ್ಲಿ ಗುಣ್ಯಾಪೂರು ಶಿವರಂಗಪ್ಪ ಶಿರೂರ 175 ಕೆಜಿ ಗುಂಡು ಎರಡು ಬಾರಿ ಎತ್ತಿ ಪ್ರಥಮ ಬಹುಮಾನ ಪಡೆದುಕೊಂಡರು.: [23, 2330, 414, 2360]
concert-body: [23, 1090, 442, 1346]
column-divider: [1081, 124, 1082, 1366]
rice-text: ಕೊಲ್ಹಾರ: ಪಟ್ಟಣದ ಅಬ್ದುಲ್ ಕಲಾಂ ವೃತ್ತದಲ್ಲಿ ಮೇ.31 ರಂದು ಅಕ್ರಮವಾಗಿ ಅನ್ನಭಾಗ್ಯ ಅಕ್ಕಿಯನ್ನು ಸಾಗಿಸುತ್ತಿದ್ದ ಬಸವನ ಬಾಗೇವಾಡಿ ತಾಲೂಕಿನ ಇಂಗಳೇಶ್ವರ ಗ್ರಾಮದ ಕಲ್ಲಪ್ಪ ಭಜಂತ್ರಿ ಎಂಬುವರ ಆಟೋವನ್ನು ವಶಕ್ಕೆ ಪಡೆಯಲಾಗಿದೆ. 19 ಚೀಲಗಳಲ್ಲಿ 9.6 ಕ್ವಿಂಟಲ್ ಪಡಿತರ ಅಕ್ಕಿಯನ್ನು ಅಕ್ರಮವಾಗಿ ಸಾಗಿಸುತ್ತಿದ್ದಾರೆ ಎಂಬ ಖಚಿತ ಮಾಹಿತಿ ಮೇರೆಗೆ ತಹಶೀಲ್ದಾರ ಕಾರ್ಯಾಲಯದ ಆಹಾರ ನಿರೀಕ್ಷಕ ಹಾಗೂ ಪೊಲೀಸರು ಕಾರ್ಯಾಚರಣೆ ನಡೆಸಿ ವಶಕ್ಕೆ ಪಡೆದು ಪ್ರಕರಣ ದಾಖಲಿಸಿದ್ದಾರೆ. ಆಹಾರ ಇಲಾಖೆಯ ನಿರೀಕ್ಷಕ ಎ.ಎಸ್. ಗುತ್ತರಗಿ, ಎಸ್.ಐ, ಪಿ.ಡಿ. ಚೌರಿ ಇದ್ದರು.: [1090, 1170, 1490, 1254]
lead-byline: ಕನ್ನಡ ಜನಶ್ರೀ ಸುದ್ದಿ ಜಾಲ: [106, 293, 189, 305]
road-column-1: [23, 1467, 264, 1971]
masthead-rule: [23, 110, 1489, 113]
drdo-column-1: [450, 2045, 784, 2413]
onion-text-1: ಕಾನಾಹೊಸಹಳ್ಳಿ: ತಾಲ್ಲೂಕಿನ ವ್ಯಾಪ್ತಿಯಲ್ಲಿ ಬರುವ ಗ್ರಾಮಗಳ ರೈತರ ಈರುಳ್ಳಿ (ಉಳ್ಳಾಗಡ್ಡಿ) ಬೆಲೆಯ ಪರಿಹಾರ ಹಾಗೂ ಬೆಂಬಲ ಬೆಲೆ ನೀಡಲು ಸರ್ಕಾರಕ್ಕೆ ಒತ್ತಾಯಿಸಿ ಕರ್ನಾಟಕ ರಾಜ್ಯ ರೈತ ಸಂಘದಿಂದ ತಹಶೀಲ್ದಾರ್ ಎನ್.ಎಸ್ ನಾಯಕಲಮನಿ ಅವರಿಗೆ ಮನವಿ ಸಲ್ಲಿಸಿದರು. ಕರ್ನಾಟಕ ರಾಜ್ಯ ರೈತರ ಸಂಘ ಹಾಗೂ ಹಸಿರು ಸೇನೆ ತಾಲ್ಲೂಕ ಘಟಕದ ಅಧ್ಯಕ್ಷ ಸೋಮು ಬಸಪ್ಪ ಮಾತನಾಡಿ ಕೊಟ್ಟೂರು ತಾಲ್ಲೂಕು ಬರಪೀಡಿತ ಪ್ರದೇಶವಾಗಿದೆ. ಬೆಳೆ ನಷ್ಟ ಪರಿಹಾರ ಹಾಗೂ ಸುಸ್ತಾ ಮನ್ನಾ 15-16 ದಿನಗಳಿಂದ ಸತತವಾಗಿ ಅತಿ ಹೆಚ್ಚು ಮಳೆಯಿಂದ ಈರುಳ್ಳಿ ಬೆಳೆಗಳು ಮಣ್ಣುಪಾಲಾಗಿವೆ. ಬೆಳೆ ಹಾಳಾದ ಕಾರಣ ರೈತರು ಸಂಕಷ್ಟದಲ್ಲಿದ್ದಾರೆ. ಈರುಳ್ಳಿ ಬೆಳೆಗೆ ಕನಿಷ್ಠ ಬೆಲೆ ಪರಿಹಾರ ಹಾಗೂ ವಿಮೆ ನೀಡಬೇಕು. ಸರ್ಕಾರ ಕೂಡಲೇ ಕ್ರಮ ಕೈಗೊಳ್ಳಬೇಕು ಎಂದರು. ವಿಜಯನಗರ ಜಿಲ್ಲಾ ವ್ಯಾಪ್ತಿಯಲ್ಲಿ ಬರುವ ಎಲ್ಲಾ ರೈತರ ಸ್ಥಳಗಳಿಗೆ ತೆರಳಿ ಸರ್ವೇ ಮಾಡಿ ಪರಿಹಾರ ನೀಡಬೇಕು. ಕ್ವಿಂಟಾಲ್ ಈರುಳ್ಳಿಗೆ 1000 ಬೆಂಬಲ ಬೆಲೆ 10 ದಿನಗಳಲ್ಲಿ ಪರಿಶೀಲಿಸಿ, ರೈತರಿಗೆ ಒಂದು ಕ್ವಿಂಟಾಲ್ ಗೆ ಸುಮಾರು 65 ರಿಂದ 70 ಸಾವಿರ ಖರ್ಚು ಆಗಿದೆ.: [764, 1444, 1005, 1689]
drdo-text-1: ಹುಬ್ಬಳ್ಳಿ: ಜಾಗತಿಕ ಮಟ್ಟದ ಉತ್ಪಾದನಾ ವಲಯದ ಬಲವರ್ಧನೆ ಮತ್ತು ಗ್ರಾಹಕರ ಪ್ರಮುಖ ವಲಯಗಳಲ್ಲಿ ಸಂಪೂರ್ಣ ಸಂಯೋಜಿತ ರಚನೆಯ ಪ್ರತಿನಿಧಿ ಒದಗಿಸುವ ಬೃಹತ್ ಪ್ರೊಡೆಕ್ಟ್ಸ್ ಲಿಮಿಟೆಡ್, ಈ ಸಂಸ್ಥೆಯು ಕರ್ನಾಟಕದ ಮೇಕ್ ಇನ್ ಇಂಡಿಯಾ ಭಾಗವಾಗಿ ಮತ್ತು ಉತ್ಪಾದನಾ ಘಟಕಗಳನ್ನು ಸ್ಥಾಪಿಸಿದೆ. ಡ್ರಾಫ್ಟ್ ರೆಡ್ ಹೆರಿಂಗ್ ಪ್ರಾಸ್ಪೆಕ್ಟಸ್ (ಡಿಆರ್‌ಎಚ್‌ಪಿ) ಸಲ್ಲಿಸಿದೆ. ಏಕಸ್ ಲಿಮಿಟೆಡ್‌ನ ನಿರ್ದೇಶಕರ ಮಂಡಳಿಯು ಇತ್ತೀಚಿಗೆ ಕಂಪನಿಯ ಹೆಸರನ್ನು ಬದಲಾಯಿಸಲು ಮತ್ತು "ಏಕಸ್ ಪ್ರೈವೇಟ್ ಲಿಮಿಟೆಡ್" ಎಂಬ ಹೆಸರನ್ನು "ಏಕಸ್ ಲಿಮಿಟೆಡ್" ಎಂದು ಮರುನಾಮಕರಣ ಮಾಡಲು ಒಪ್ಪಿಗೆ ನೀಡಿದೆ. ಮಾರ್ಚ್ 2025ರ ಹೊತ್ತಿಗೆ ಕಂಪನಿಯು ಸುಮಾರು 200 ಮಿಲಿಯನ್ ಡಾಲರ್ ಮೌಲ್ಯದ ಐ.ಪಿ.ಒ ಆರಂಭಿಸಲು ಯೋಜಿಸಿದೆ.: [450, 2073, 784, 2210]
senior-text-3: ಹಾಗೂ ಜಿಲ್ಲೆಯ ಪದಾಧಿಕಾರಿಗಳಾದ ಡಿ.ಎ.ಪಾಟೀಲ್, ವಿಠ್ಠಲ್, ಬಿ.ಎಚ್.ದೊಡ್ಡಮನಿ, ಬಿ.ಎಚ್. ರೇವಡಿಕರ್, ಎಸ್.ಟಿ.ಹಿರೇಮಠ ಹಾಗೂ ಇತರರು ಹಾಜರಿದ್ದರು. ನಿಯೋಗದಲ್ಲಿ ಅನುರಾಧಾ, ಬಸವರಾಜ ಉಪಸ್ಥಿತರಿದ್ದರು. ಇದೇ ಸಂದರ್ಭದಲ್ಲಿ ಸಚಿವರನ್ನು ಸಂಘದ ವತಿಯಿಂದ ಸನ್ಮಾನಿಸಲಾಯಿತು.: [869, 1151, 1072, 1253]
section-rule-2: [23, 1352, 1490, 1354]
